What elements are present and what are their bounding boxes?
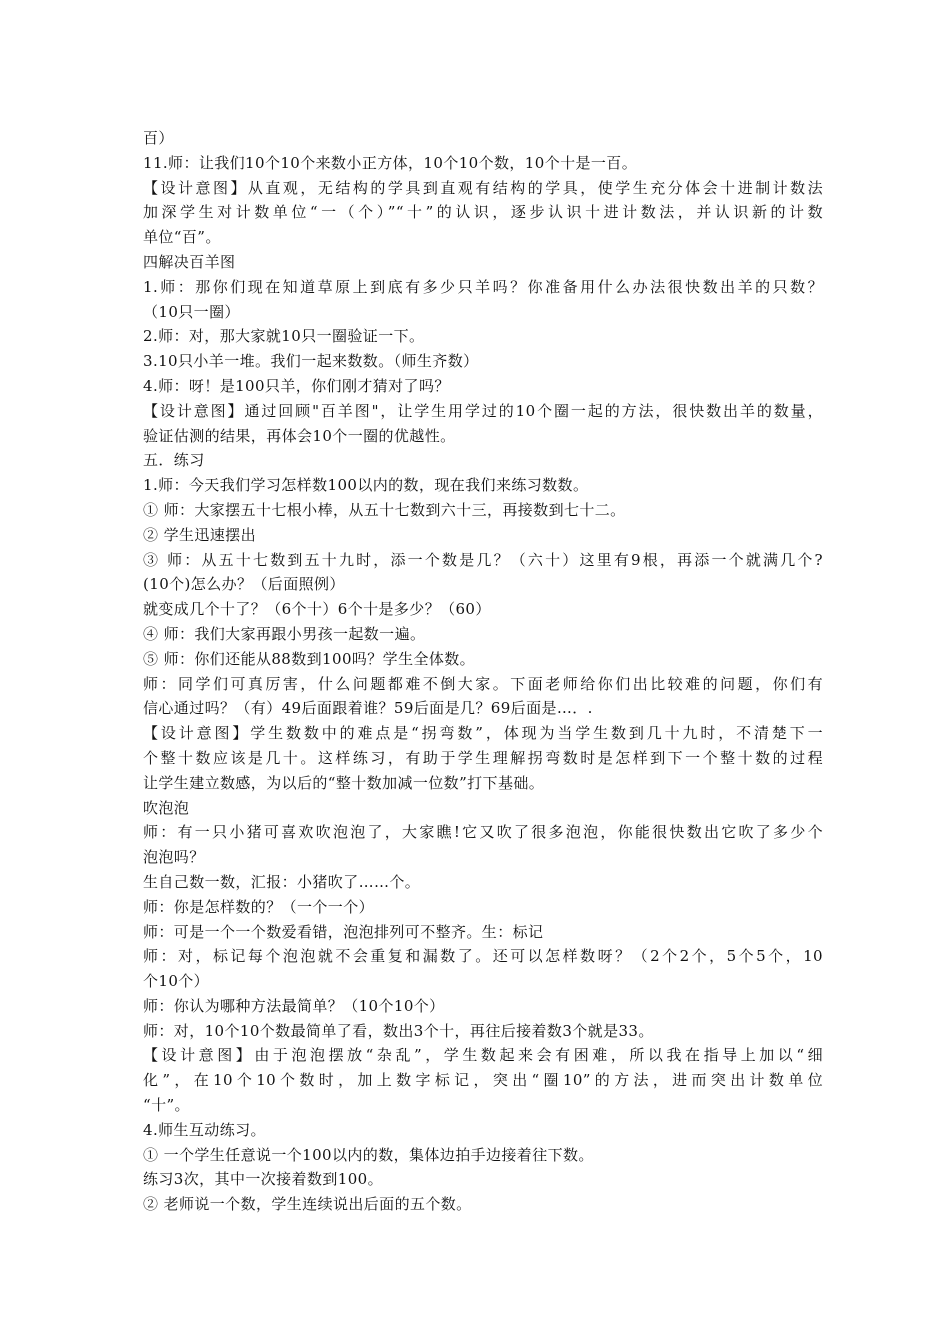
text-line: 单位“百”。 (143, 228, 221, 247)
text-line: 师：对，10个10个数最简单了看，数出3个十，再往后接着数3个就是33。 (143, 1021, 654, 1040)
text-line: 就变成几个十了？（6个十）6个十是多少？（60） (143, 600, 491, 619)
text-line: 【设计意图】学生数数中的难点是“拐弯数”，体现为当学生数到几十九时，不清楚下一 (143, 724, 823, 743)
text-line: 生自己数一数，汇报：小猪吹了……个。 (143, 872, 421, 891)
text-line: 百） (143, 129, 174, 147)
text-line: 让学生建立数感，为以后的“整十数加减一位数”打下基础。 (143, 773, 545, 792)
text-line: 个整十数应该是几十。这样练习，有助于学生理解拐弯数时是怎样到下一个整十数的过程 (143, 748, 823, 767)
text-line: 五．练习 (143, 451, 205, 470)
text-line: 练习3次，其中一次接着数到100。 (143, 1170, 383, 1189)
text-line: “十”。 (143, 1096, 190, 1115)
text-line: （10只一圈） (143, 302, 240, 321)
text-line: 【设计意图】通过回顾"百羊图"，让学生用学过的10个圈一起的方法，很快数出羊的数量， (143, 401, 823, 420)
text-line: 3.10只小羊一堆。我们一起来数数。（师生齐数） (143, 352, 479, 371)
text-line: 吹泡泡 (143, 798, 190, 817)
text-line: 【设计意图】从直观，无结构的学具到直观有结构的学具，使学生充分体会十进制计数法 (143, 178, 823, 197)
text-line: 师：你认为哪种方法最简单？（10个10个） (143, 996, 445, 1015)
text-line: 信心通过吗？（有）49后面跟着谁？59后面是几？69后面是…．. (143, 699, 593, 718)
text-line: ① 师：大家摆五十七根小棒，从五十七数到六十三，再接数到七十二。 (143, 500, 626, 519)
text-line: 化”，在10个10个数时，加上数字标记，突出“圈10”的方法，进而突出计数单位 (143, 1071, 823, 1090)
text-line: 泡泡吗？ (143, 848, 205, 867)
document-body (143, 126, 823, 1217)
text-line: 1.师：今天我们学习怎样数100以内的数，现在我们来练习数数。 (143, 476, 589, 495)
text-line: 师：对，标记每个泡泡就不会重复和漏数了。还可以怎样数呀？（2个2个，5个5个，10 (143, 947, 823, 966)
text-line: 师：同学们可真厉害，什么问题都难不倒大家。下面老师给你们出比较难的问题，你们有 (143, 674, 823, 693)
text-line: 个10个） (143, 972, 210, 991)
text-line: 师：可是一个一个数爱看错，泡泡排列可不整齐。生：标记 (143, 922, 544, 941)
text-line: ④ 师：我们大家再跟小男孩一起数一遍。 (143, 624, 426, 643)
text-line: 2.师：对，那大家就10只一圈验证一下。 (143, 327, 425, 346)
text-line: 1.师：那你们现在知道草原上到底有多少只羊吗？你准备用什么办法很快数出羊的只数？ (143, 277, 823, 296)
text-line: 师：有一只小猪可喜欢吹泡泡了，大家瞧!它又吹了很多泡泡，你能很快数出它吹了多少个 (143, 823, 823, 842)
text-line: 加深学生对计数单位“一（个）”“十”的认识，逐步认识十进计数法，并认识新的计数 (143, 203, 823, 222)
text-line: 4.师：呀！是100只羊，你们刚才猜对了吗？ (143, 376, 450, 395)
text-line: ② 老师说一个数，学生连续说出后面的五个数。 (143, 1195, 472, 1214)
text-line: 师：你是怎样数的？（一个一个） (143, 897, 375, 916)
text-line: ⑤ 师：你们还能从88数到100吗？学生全体数。 (143, 649, 476, 668)
text-line: 验证估测的结果，再体会10个一圈的优越性。 (143, 426, 456, 445)
text-line: 4.师生互动练习。 (143, 1120, 266, 1139)
text-line: ① 一个学生任意说一个100以内的数，集体边拍手边接着往下数。 (143, 1145, 594, 1164)
text-line: 四解决百羊图 (143, 252, 236, 271)
text-line: ② 学生迅速摆出 (143, 525, 256, 544)
text-line: ③ 师：从五十七数到五十九时，添一个数是几？（六十）这里有9根，再添一个就满几个? (143, 550, 823, 569)
text-line: 11.师：让我们10个10个来数小正方体，10个10个数，10个十是一百。 (143, 153, 638, 172)
text-line: (10个)怎么办？（后面照例） (143, 575, 345, 594)
text-line: 【设计意图】由于泡泡摆放“杂乱”，学生数起来会有困难，所以我在指导上加以“细 (143, 1046, 823, 1065)
